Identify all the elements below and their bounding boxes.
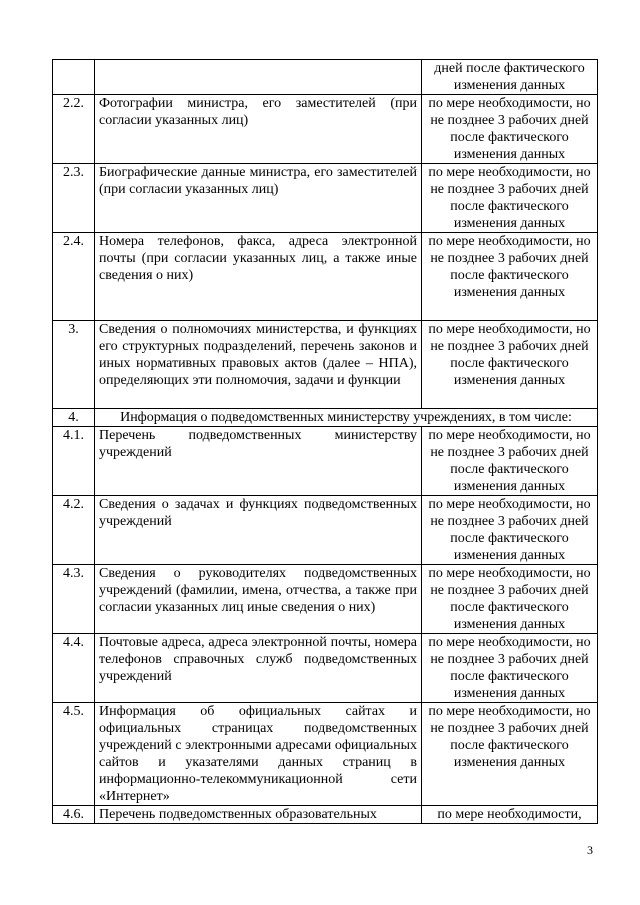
row-description: Сведения о полномочиях министерства, и функциях его структурных подразделений, перечень законов и иных нормативных правовых актов (далее – НПА), определяющих эти полномочия, задачи и функции: [95, 321, 422, 409]
row-description: Сведения о руководителях подведомственных учреждений (фамилии, имена, отчества, а также при согласии указанных лиц иные сведения о них): [95, 565, 422, 634]
row-number: 4.: [53, 409, 95, 427]
row-number: [53, 60, 95, 95]
row-description: Перечень подведомственных образовательных: [95, 806, 422, 824]
row-number: 4.4.: [53, 634, 95, 703]
row-deadline: по мере необходимости, но не позднее 3 рабочих дней после фактического изменения данных: [422, 427, 598, 496]
row-deadline: по мере необходимости, но не позднее 3 рабочих дней после фактического изменения данных: [422, 565, 598, 634]
row-deadline: дней после фактического изменения данных: [422, 60, 598, 95]
row-deadline: по мере необходимости, но не позднее 3 рабочих дней после фактического изменения данных: [422, 634, 598, 703]
row-deadline: по мере необходимости, но не позднее 3 рабочих дней после фактического изменения данных: [422, 321, 598, 409]
row-deadline: по мере необходимости, но не позднее 3 рабочих дней после фактического изменения данных: [422, 164, 598, 233]
row-deadline: по мере необходимости, но не позднее 3 рабочих дней после фактического изменения данных: [422, 95, 598, 164]
document-table: [52, 59, 598, 824]
row-deadline: по мере необходимости,: [422, 806, 598, 824]
section-heading: Информация о подведомственных министерству учреждениях, в том числе:: [95, 409, 598, 427]
page-number: 3: [587, 843, 593, 857]
table-row: [53, 703, 598, 806]
table-row: [53, 806, 598, 824]
row-number: 4.6.: [53, 806, 95, 824]
table-row: [53, 60, 598, 95]
row-number: 2.3.: [53, 164, 95, 233]
table-row: [53, 409, 598, 427]
row-description: Биографические данные министра, его заместителей (при согласии указанных лиц): [95, 164, 422, 233]
table-row: [53, 496, 598, 565]
table-row: [53, 95, 598, 164]
row-number: 4.1.: [53, 427, 95, 496]
row-description: Почтовые адреса, адреса электронной почты, номера телефонов справочных служб подведомственных учреждений: [95, 634, 422, 703]
table-row: [53, 634, 598, 703]
table-row: [53, 565, 598, 634]
row-description: Перечень подведомственных министерству учреждений: [95, 427, 422, 496]
row-description: Номера телефонов, факса, адреса электронной почты (при согласии указанных лиц, а также иные сведения о них): [95, 233, 422, 321]
row-number: 3.: [53, 321, 95, 409]
row-number: 4.5.: [53, 703, 95, 806]
row-description: [95, 60, 422, 95]
table-row: [53, 233, 598, 321]
table-row: [53, 321, 598, 409]
row-description: Фотографии министра, его заместителей (при согласии указанных лиц): [95, 95, 422, 164]
row-number: 2.2.: [53, 95, 95, 164]
row-number: 4.2.: [53, 496, 95, 565]
row-number: 2.4.: [53, 233, 95, 321]
row-deadline: по мере необходимости, но не позднее 3 рабочих дней после фактического изменения данных: [422, 496, 598, 565]
row-deadline: по мере необходимости, но не позднее 3 рабочих дней после фактического изменения данных: [422, 703, 598, 806]
row-number: 4.3.: [53, 565, 95, 634]
table-row: [53, 427, 598, 496]
row-deadline: по мере необходимости, но не позднее 3 рабочих дней после фактического изменения данных: [422, 233, 598, 321]
table-row: [53, 164, 598, 233]
row-description: Информация об официальных сайтах и официальных страницах подведомственных учреждений с электронными адресами официальных сайтов и указателями данных страниц в информационно-телекоммуникационной сети «Интернет»: [95, 703, 422, 806]
row-description: Сведения о задачах и функциях подведомственных учреждений: [95, 496, 422, 565]
